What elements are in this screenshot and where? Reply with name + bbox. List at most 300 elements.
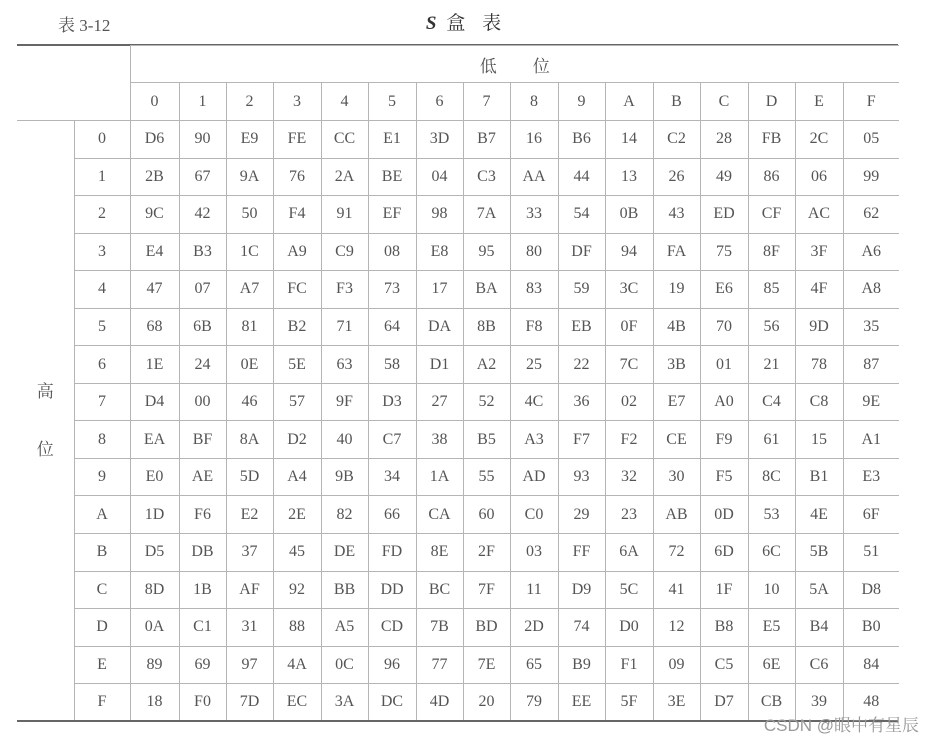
table-row (17, 346, 899, 384)
sbox-cell: E0 (130, 458, 179, 496)
sbox-cell: E2 (226, 496, 273, 534)
sbox-cell: 45 (273, 534, 321, 572)
sbox-cell: D2 (273, 421, 321, 459)
sbox-cell: 2E (273, 496, 321, 534)
sbox-cell: 9D (795, 308, 843, 346)
table-row (17, 121, 899, 159)
sbox-cell: E8 (416, 233, 463, 271)
sbox-cell: B8 (700, 609, 748, 647)
sbox-cell: DB (179, 534, 226, 572)
sbox-cell: 8C (748, 458, 795, 496)
sbox-cell: 4D (416, 684, 463, 721)
sbox-cell: 95 (463, 233, 510, 271)
row-header: 3 (74, 233, 130, 271)
sbox-cell: 6A (605, 534, 653, 572)
sbox-cell: FA (653, 233, 700, 271)
sbox-cell: AB (653, 496, 700, 534)
row-header: 2 (74, 196, 130, 234)
sbox-cell: 3E (653, 684, 700, 721)
sbox-cell: D0 (605, 609, 653, 647)
sbox-cell: E7 (653, 383, 700, 421)
sbox-cell: F4 (273, 196, 321, 234)
sbox-cell: 46 (226, 383, 273, 421)
sbox-cell: 0C (321, 646, 368, 684)
sbox-cell: 54 (558, 196, 605, 234)
sbox-cell: C1 (179, 609, 226, 647)
sbox-cell: E1 (368, 121, 416, 159)
column-header-row (17, 83, 899, 121)
sbox-cell: 18 (130, 684, 179, 721)
sbox-cell: 2C (795, 121, 843, 159)
sbox-cell: 43 (653, 196, 700, 234)
high-bit-label-bottom: 位 (36, 439, 54, 459)
sbox-cell: 23 (605, 496, 653, 534)
sbox-cell: 78 (795, 346, 843, 384)
sbox-cell: 77 (416, 646, 463, 684)
sbox-cell: ED (700, 196, 748, 234)
sbox-cell: 84 (843, 646, 899, 684)
sbox-cell: 24 (179, 346, 226, 384)
column-header: A (605, 83, 653, 121)
row-header: D (74, 609, 130, 647)
sbox-cell: 65 (510, 646, 558, 684)
sbox-cell: 37 (226, 534, 273, 572)
sbox-cell: 41 (653, 571, 700, 609)
sbox-cell: B0 (843, 609, 899, 647)
sbox-cell: 33 (510, 196, 558, 234)
sbox-cell: DE (321, 534, 368, 572)
title-symbol: S (425, 13, 437, 34)
sbox-cell: 79 (510, 684, 558, 721)
sbox-cell: 30 (653, 458, 700, 496)
watermark: CSDN @眼中有星辰 (763, 716, 919, 735)
column-header: 2 (226, 83, 273, 121)
sbox-cell: C5 (700, 646, 748, 684)
table-row (17, 534, 899, 572)
sbox-cell: 7F (463, 571, 510, 609)
sbox-cell: F6 (179, 496, 226, 534)
sbox-cell: B3 (179, 233, 226, 271)
sbox-cell: DA (416, 308, 463, 346)
sbox-cell: BD (463, 609, 510, 647)
sbox-cell: 82 (321, 496, 368, 534)
sbox-cell: 7A (463, 196, 510, 234)
sbox-cell: EE (558, 684, 605, 721)
sbox-cell: A6 (843, 233, 899, 271)
table-title (0, 8, 933, 35)
sbox-cell: CB (748, 684, 795, 721)
sbox-table (17, 45, 899, 721)
sbox-cell: 93 (558, 458, 605, 496)
sbox-cell: 38 (416, 421, 463, 459)
table-row (17, 158, 899, 196)
sbox-cell: 0B (605, 196, 653, 234)
sbox-cell: 8F (748, 233, 795, 271)
sbox-cell: 6B (179, 308, 226, 346)
row-header: A (74, 496, 130, 534)
sbox-cell: F3 (321, 271, 368, 309)
sbox-cell: D1 (416, 346, 463, 384)
sbox-cell: 27 (416, 383, 463, 421)
sbox-cell: EA (130, 421, 179, 459)
sbox-cell: 8A (226, 421, 273, 459)
table-row (17, 271, 899, 309)
corner-cell (17, 46, 130, 121)
sbox-cell: FD (368, 534, 416, 572)
sbox-cell: 68 (130, 308, 179, 346)
sbox-cell: F1 (605, 646, 653, 684)
sbox-cell: 4B (653, 308, 700, 346)
sbox-cell: 96 (368, 646, 416, 684)
sbox-cell: A1 (843, 421, 899, 459)
sbox-cell: B7 (463, 121, 510, 159)
sbox-cell: 26 (653, 158, 700, 196)
sbox-cell: 86 (748, 158, 795, 196)
sbox-cell: 4C (510, 383, 558, 421)
sbox-cell: 67 (179, 158, 226, 196)
sbox-cell: 62 (843, 196, 899, 234)
sbox-cell: D9 (558, 571, 605, 609)
sbox-cell: A2 (463, 346, 510, 384)
sbox-cell: CA (416, 496, 463, 534)
sbox-cell: 07 (179, 271, 226, 309)
sbox-cell: EC (273, 684, 321, 721)
sbox-cell: D6 (130, 121, 179, 159)
sbox-cell: EF (368, 196, 416, 234)
sbox-cell: 6E (748, 646, 795, 684)
high-bit-label-top: 高 (36, 381, 54, 401)
sbox-cell: 25 (510, 346, 558, 384)
sbox-cell: 42 (179, 196, 226, 234)
sbox-cell: BB (321, 571, 368, 609)
sbox-cell: 47 (130, 271, 179, 309)
sbox-cell: AD (510, 458, 558, 496)
sbox-cell: C4 (748, 383, 795, 421)
sbox-cell: BF (179, 421, 226, 459)
row-header: F (74, 684, 130, 721)
column-header: F (843, 83, 899, 121)
sbox-cell: 1C (226, 233, 273, 271)
sbox-cell: 5D (226, 458, 273, 496)
sbox-cell: 83 (510, 271, 558, 309)
sbox-cell: C0 (510, 496, 558, 534)
sbox-cell: E3 (843, 458, 899, 496)
sbox-cell: 57 (273, 383, 321, 421)
sbox-cell: 5B (795, 534, 843, 572)
column-header: 8 (510, 83, 558, 121)
sbox-cell: 64 (368, 308, 416, 346)
column-header: E (795, 83, 843, 121)
sbox-cell: BA (463, 271, 510, 309)
column-header: C (700, 83, 748, 121)
sbox-cell: 00 (179, 383, 226, 421)
column-header: 6 (416, 83, 463, 121)
sbox-cell: 19 (653, 271, 700, 309)
sbox-cell: 4A (273, 646, 321, 684)
sbox-cell: 92 (273, 571, 321, 609)
sbox-cell: 1B (179, 571, 226, 609)
sbox-cell: 1E (130, 346, 179, 384)
table-row (17, 196, 899, 234)
row-header: 9 (74, 458, 130, 496)
sbox-cell: 31 (226, 609, 273, 647)
sbox-cell: A0 (700, 383, 748, 421)
sbox-cell: 9A (226, 158, 273, 196)
sbox-cell: 9F (321, 383, 368, 421)
sbox-cell: 48 (843, 684, 899, 721)
sbox-cell: CF (748, 196, 795, 234)
sbox-cell: 0D (700, 496, 748, 534)
sbox-cell: 56 (748, 308, 795, 346)
table-row (17, 646, 899, 684)
sbox-cell: F0 (179, 684, 226, 721)
sbox-cell: D7 (700, 684, 748, 721)
sbox-cell: 2B (130, 158, 179, 196)
sbox-cell: C9 (321, 233, 368, 271)
sbox-cell: 04 (416, 158, 463, 196)
sbox-cell: B9 (558, 646, 605, 684)
sbox-cell: EB (558, 308, 605, 346)
sbox-cell: 16 (510, 121, 558, 159)
sbox-cell: 63 (321, 346, 368, 384)
sbox-cell: B6 (558, 121, 605, 159)
sbox-cell: FC (273, 271, 321, 309)
row-header: B (74, 534, 130, 572)
sbox-cell: FF (558, 534, 605, 572)
sbox-cell: 7E (463, 646, 510, 684)
sbox-cell: F8 (510, 308, 558, 346)
sbox-cell: 88 (273, 609, 321, 647)
sbox-cell: 97 (226, 646, 273, 684)
sbox-cell: D8 (843, 571, 899, 609)
sbox-cell: 91 (321, 196, 368, 234)
sbox-cell: 40 (321, 421, 368, 459)
sbox-cell: C8 (795, 383, 843, 421)
sbox-cell: F7 (558, 421, 605, 459)
row-header: 5 (74, 308, 130, 346)
sbox-cell: 6D (700, 534, 748, 572)
sbox-cell: DF (558, 233, 605, 271)
sbox-cell: 66 (368, 496, 416, 534)
table-row (17, 458, 899, 496)
row-header: 7 (74, 383, 130, 421)
sbox-cell: 71 (321, 308, 368, 346)
sbox-cell: C7 (368, 421, 416, 459)
sbox-cell: B2 (273, 308, 321, 346)
sbox-cell: 34 (368, 458, 416, 496)
table-row (17, 233, 899, 271)
sbox-cell: 01 (700, 346, 748, 384)
sbox-cell: D4 (130, 383, 179, 421)
sbox-cell: CC (321, 121, 368, 159)
sbox-cell: 08 (368, 233, 416, 271)
sbox-cell: 69 (179, 646, 226, 684)
sbox-cell: 6C (748, 534, 795, 572)
sbox-cell: 4F (795, 271, 843, 309)
sbox-cell: 52 (463, 383, 510, 421)
sbox-cell: 53 (748, 496, 795, 534)
sbox-cell: 85 (748, 271, 795, 309)
sbox-cell: FB (748, 121, 795, 159)
column-header: 9 (558, 83, 605, 121)
sbox-cell: CE (653, 421, 700, 459)
sbox-cell: 80 (510, 233, 558, 271)
sbox-cell: 21 (748, 346, 795, 384)
sbox-cell: 05 (843, 121, 899, 159)
sbox-cell: BE (368, 158, 416, 196)
sbox-cell: 89 (130, 646, 179, 684)
column-header: 4 (321, 83, 368, 121)
sbox-cell: 36 (558, 383, 605, 421)
sbox-cell: 5A (795, 571, 843, 609)
sbox-cell: 94 (605, 233, 653, 271)
sbox-cell: 49 (700, 158, 748, 196)
sbox-cell: 5E (273, 346, 321, 384)
sbox-cell: 20 (463, 684, 510, 721)
sbox-cell: 7B (416, 609, 463, 647)
sbox-cell: BC (416, 571, 463, 609)
table-row (17, 609, 899, 647)
row-header: 0 (74, 121, 130, 159)
sbox-cell: 1D (130, 496, 179, 534)
column-header: 7 (463, 83, 510, 121)
row-header: 1 (74, 158, 130, 196)
sbox-cell: C6 (795, 646, 843, 684)
sbox-cell: 15 (795, 421, 843, 459)
sbox-cell: 3A (321, 684, 368, 721)
sbox-cell: A9 (273, 233, 321, 271)
sbox-cell: 1F (700, 571, 748, 609)
sbox-cell: F9 (700, 421, 748, 459)
sbox-cell: 98 (416, 196, 463, 234)
sbox-cell: C2 (653, 121, 700, 159)
low-bit-header: 低位 (130, 46, 899, 83)
sbox-cell: 0E (226, 346, 273, 384)
sbox-cell: 14 (605, 121, 653, 159)
sbox-cell: AE (179, 458, 226, 496)
table-row (17, 571, 899, 609)
column-header: B (653, 83, 700, 121)
sbox-cell: A7 (226, 271, 273, 309)
row-header: 4 (74, 271, 130, 309)
sbox-cell: 4E (795, 496, 843, 534)
sbox-cell: 29 (558, 496, 605, 534)
sbox-cell: DC (368, 684, 416, 721)
row-header: 6 (74, 346, 130, 384)
sbox-cell: 50 (226, 196, 273, 234)
row-header: E (74, 646, 130, 684)
table-row (17, 496, 899, 534)
sbox-cell: E6 (700, 271, 748, 309)
sbox-cell: E5 (748, 609, 795, 647)
sbox-cell: 06 (795, 158, 843, 196)
sbox-cell: 3D (416, 121, 463, 159)
sbox-cell: 90 (179, 121, 226, 159)
sbox-cell: 8B (463, 308, 510, 346)
sbox-cell: 28 (700, 121, 748, 159)
sbox-cell: DD (368, 571, 416, 609)
sbox-cell: 60 (463, 496, 510, 534)
column-header: D (748, 83, 795, 121)
sbox-cell: 11 (510, 571, 558, 609)
sbox-cell: 17 (416, 271, 463, 309)
table-row (17, 421, 899, 459)
title-text: 盒 表 (446, 13, 508, 34)
column-header: 3 (273, 83, 321, 121)
sbox-cell: 9B (321, 458, 368, 496)
sbox-cell: 10 (748, 571, 795, 609)
table-row (17, 383, 899, 421)
sbox-cell: F5 (700, 458, 748, 496)
sbox-cell: 8D (130, 571, 179, 609)
sbox-cell: 3B (653, 346, 700, 384)
sbox-cell: 75 (700, 233, 748, 271)
sbox-cell: 74 (558, 609, 605, 647)
sbox-cell: 35 (843, 308, 899, 346)
sbox-cell: 7D (226, 684, 273, 721)
sbox-cell: 0F (605, 308, 653, 346)
sbox-cell: A5 (321, 609, 368, 647)
sbox-cell: 9C (130, 196, 179, 234)
sbox-cell: AA (510, 158, 558, 196)
row-header: 8 (74, 421, 130, 459)
sbox-cell: 87 (843, 346, 899, 384)
sbox-cell: 09 (653, 646, 700, 684)
sbox-cell: 12 (653, 609, 700, 647)
table-row (17, 308, 899, 346)
sbox-cell: A4 (273, 458, 321, 496)
sbox-cell: 2A (321, 158, 368, 196)
table-number: 表 3-12 (58, 16, 111, 35)
sbox-cell: 55 (463, 458, 510, 496)
sbox-cell: 81 (226, 308, 273, 346)
sbox-cell: 3F (795, 233, 843, 271)
sbox-cell: A3 (510, 421, 558, 459)
sbox-cell: 5C (605, 571, 653, 609)
sbox-cell: 70 (700, 308, 748, 346)
sbox-cell: E9 (226, 121, 273, 159)
sbox-cell: 0A (130, 609, 179, 647)
sbox-cell: 03 (510, 534, 558, 572)
sbox-cell: 99 (843, 158, 899, 196)
high-bit-header (17, 121, 74, 721)
column-header: 5 (368, 83, 416, 121)
sbox-cell: E4 (130, 233, 179, 271)
sbox-cell: FE (273, 121, 321, 159)
sbox-cell: 51 (843, 534, 899, 572)
sbox-cell: 76 (273, 158, 321, 196)
sbox-cell: 44 (558, 158, 605, 196)
sbox-cell: D3 (368, 383, 416, 421)
sbox-cell: B1 (795, 458, 843, 496)
sbox-cell: 22 (558, 346, 605, 384)
sbox-cell: 2D (510, 609, 558, 647)
sbox-cell: 3C (605, 271, 653, 309)
sbox-cell: 6F (843, 496, 899, 534)
sbox-cell: 59 (558, 271, 605, 309)
sbox-cell: 72 (653, 534, 700, 572)
sbox-cell: C3 (463, 158, 510, 196)
sbox-cell: 8E (416, 534, 463, 572)
sbox-cell: 1A (416, 458, 463, 496)
sbox-cell: 32 (605, 458, 653, 496)
sbox-cell: A8 (843, 271, 899, 309)
sbox-cell: 39 (795, 684, 843, 721)
sbox-cell: 5F (605, 684, 653, 721)
sbox-cell: B4 (795, 609, 843, 647)
column-header: 1 (179, 83, 226, 121)
sbox-cell: B5 (463, 421, 510, 459)
